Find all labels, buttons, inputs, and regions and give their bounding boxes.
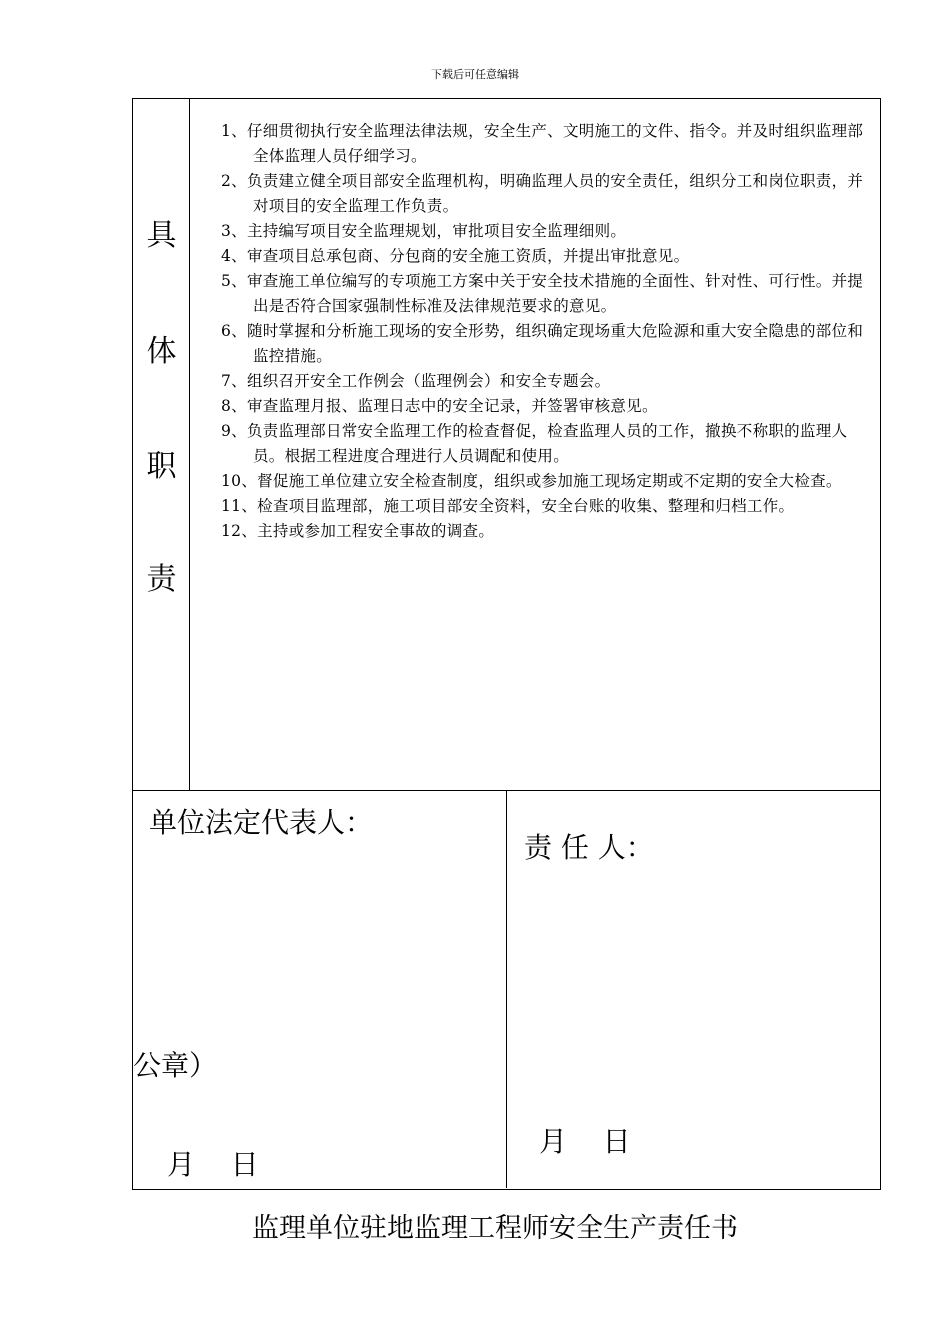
duty-item-8: 8、审查监理月报、监理日志中的安全记录，并签署审核意见。 — [221, 397, 658, 415]
duty-item-5: 5、审查施工单位编写的专项施工方案中关于安全技术措施的全面性、针对性、可行性。并提出是否符合国家强制性标准及法律规范要求的意见。 — [221, 272, 864, 315]
duty-item-7: 7、组织召开安全工作例会（监理例会）和安全专题会。 — [221, 372, 611, 390]
legal-representative-cell — [133, 791, 507, 1188]
label-char-3: 职 — [146, 449, 177, 484]
duty-item-9: 9、负责监理部日常安全监理工作的检查督促，检查监理人员的工作，撤换不称职的监理人员。根据工程进度合理进行人员调配和使用。 — [221, 422, 848, 465]
duty-item-12: 12、主持或参加工程安全事故的调查。 — [221, 522, 495, 540]
label-char-2: 体 — [146, 334, 177, 369]
right-date-label: 月 日 — [539, 1125, 631, 1158]
duty-item-3: 3、主持编写项目安全监理规划，审批项目安全监理细则。 — [221, 222, 627, 240]
duty-item-2: 2、负责建立健全项目部安全监理机构，明确监理人员的安全责任，组织分工和岗位职责，并对项目的安全监理工作负责。 — [221, 172, 864, 215]
duties-label-column — [133, 99, 190, 790]
duty-item-1: 1、仔细贯彻执行安全监理法律法规，安全生产、文明施工的文件、指令。并及时组织监理部全体监理人员仔细学习。 — [221, 122, 864, 165]
responsibility-table — [132, 98, 881, 1190]
duties-section — [133, 99, 880, 791]
responsible-person-cell — [507, 791, 880, 1188]
legal-representative-label: 单位法定代表人： — [149, 806, 374, 839]
duty-item-4: 4、审查项目总承包商、分包商的安全施工资质，并提出审批意见。 — [221, 247, 690, 265]
left-date-label: 月 日 — [167, 1148, 259, 1181]
page-header: 下载后可任意编辑 — [431, 68, 519, 81]
seal-label: 公章） — [133, 1049, 218, 1082]
duty-item-6: 6、随时掌握和分析施工现场的安全形势，组织确定现场重大危险源和重大安全隐患的部位和监控措施。 — [221, 322, 864, 365]
responsible-person-label: 责 任 人： — [524, 831, 654, 864]
duties-list — [221, 119, 871, 544]
document-title: 监理单位驻地监理工程师安全生产责任书 — [252, 1213, 738, 1244]
label-char-1: 具 — [146, 218, 177, 253]
duty-item-10: 10、督促施工单位建立安全检查制度，组织或参加施工现场定期或不定期的安全大检查。 — [221, 472, 842, 490]
duty-item-11: 11、检查项目监理部，施工项目部安全资料，安全台账的收集、整理和归档工作。 — [221, 497, 795, 515]
label-char-4: 责 — [146, 562, 177, 597]
